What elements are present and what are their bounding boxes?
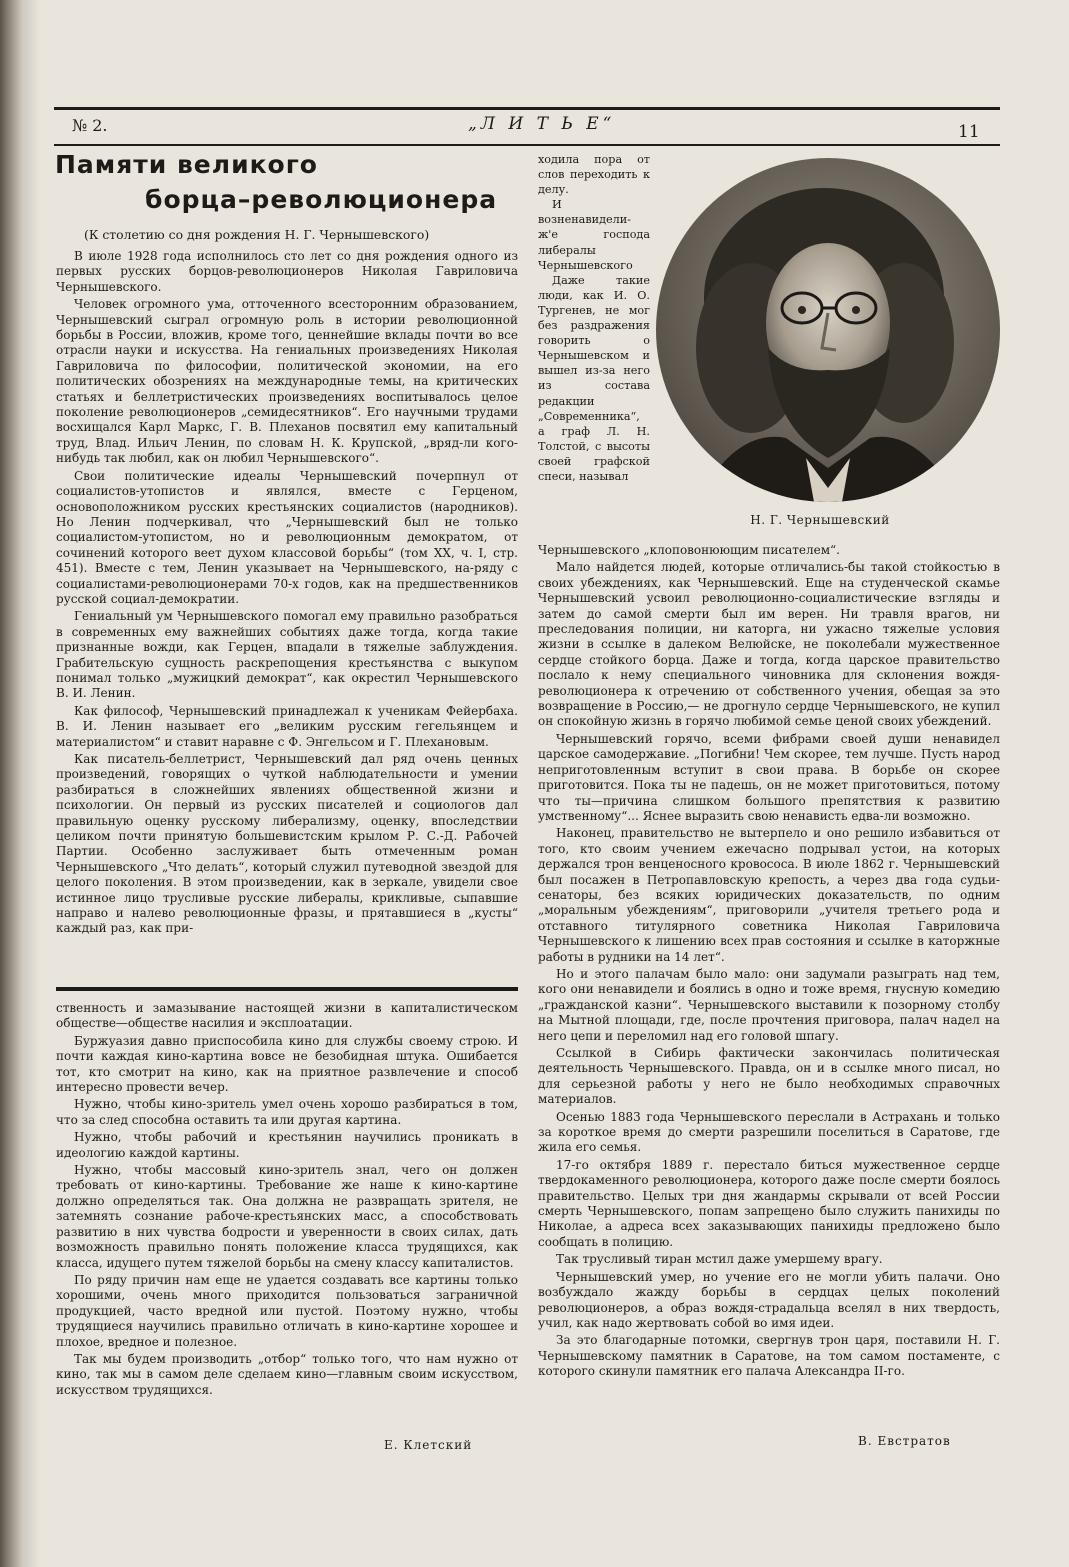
article-subtitle: (К столетию со дня рождения Н. Г. Чернышевского) (84, 227, 430, 242)
narrow-column-text (538, 152, 650, 548)
paragraph: Человек огромного ума, отточенного всесторонним образованием, Чернышевский сыграл огромную роль в истории революционной борьбы в России, вложив, кроме того, ценнейшие вклады почти во все отрасли науки и искусства. На гениальных произведениях Николая Гавриловича по философии, политической экономии, на его политических обозрениях на международные темы, на критических статьях и беллетристических произведениях воспитывалось целое поколение революционеров „семидесятников“. Его научными трудами восхищался Карл Маркс, Г. В. Плеханов посвятил ему капитальный труд, Влад. Ильич Ленин, по словам Н. К. Крупской, „вряд-ли кого-нибудь так любил, как он любил Чернышевского“. (56, 297, 518, 466)
page-gutter-shadow (22, 0, 40, 1567)
header-top-rule (54, 107, 1000, 110)
paragraph: Буржуазия давно приспособила кино для службы своему строю. И почти каждая кино-картина вовсе не безобидная штука. Ошибается тот, кто смотрит на кино, как на приятное развлечение и способ интересно провести вечер. (56, 1033, 518, 1095)
paragraph: Мало найдется людей, которые отличались-бы такой стойкостью в своих убеждениях, как Чернышевский. Еще на студенческой скамье Чернышевский усвоил революционно-социалистические взгляды и затем до самой смерти был им верен. Ни травля врагов, ни преследования полиции, ни каторга, ни ужасно тяжелые условия жизни в ссылке в далеком Велюйске, не поколебали мужественное сердце стойкого борца. Даже и тогда, когда царское правительство послало к нему специального чиновника для склонения вождя-революционера к отречению от собственного учения, обещая за это возвращение в Россию,— не дрогнуло сердце Чернышевского, не купил он спокойную жизнь в горячо любимой семье ценой своих убеждений. (538, 560, 1000, 729)
paragraph: Даже такие люди, как И. О. Тургенев, не мог без раздражения говорить о Чернышевском и вышел из-за него из состава редакции „Современника“, а граф Л. Н. Толстой, с высоты своей графской спеси, называл (538, 273, 650, 483)
book-binding-edge (0, 0, 22, 1567)
portrait-photo (656, 158, 1000, 502)
paragraph: Так трусливый тиран мстил даже умершему врагу. (556, 1252, 883, 1267)
signature-kletsky: Е. Клетский (384, 1438, 473, 1452)
paragraph: За это благодарные потомки, свергнув трон царя, поставили Н. Г. Чернышевскому памятник в Саратове, на том самом постаменте, с которого скинули памятник его палача Александра II-го. (538, 1333, 1000, 1379)
paragraph: По ряду причин нам еще не удается создавать все картины только хорошими, очень много приходится пользоваться заграничной продукцией, часто вредной или пустой. Поэтому нужно, чтобы трудящиеся научились правильно отличать в кино-картине хорошее и плохое, вредное и полезное. (56, 1272, 518, 1349)
paragraph: Нужно, чтобы рабочий и крестьянин научились проникать в идеологию каждой картины. (56, 1130, 518, 1160)
paragraph: Гениальный ум Чернышевского помогал ему правильно разобраться в современных ему важнейших событиях даже тогда, когда такие признанные вожди, как Герцен, впадали в тяжелые заблуждения. Грабительскую сущность раскрепощения крестьянства с выкупом понимал только „мужицкий демократ“, как окрестил Чернышевского В. И. Ленин. (56, 609, 518, 701)
paragraph: Чернышевский умер, но учение его не могли убить палачи. Оно возбуждало жажду борьбы в сердцах целых поколений революционеров, а образ вождя-страдальца вселял в них твердость, учил, как надо жертвовать собой во имя идеи. (538, 1269, 1000, 1330)
portrait-caption: Н. Г. Чернышевский (750, 513, 890, 527)
paragraph: ственность и замазывание настоящей жизни в капиталистическом обществе—обществе насилия и эксплоатации. (56, 1001, 518, 1031)
article1-left-column (56, 249, 518, 971)
paragraph: Чернышевский горячо, всеми фибрами своей души ненавидел царское самодержавие. „Погибни! Чем скорее, тем лучше. Пусть народ неприготовленным вступит в свои права. В борьбе он скорее приготовится. Пока ты не падешь, он не может приготовиться, потому что ты—причина слишком большого препятствия к развитию умственному“... Яснее выразить свою ненависть едва-ли возможно. (538, 731, 1000, 823)
paragraph: Нужно, чтобы массовый кино-зритель знал, чего он должен требовать от кино-картины. Требование же наше к кино-картине должно определяться так. Она должна не развращать зрителя, не затемнять сознание рабоче-крестьянских масс, а способствовать развитию в них чувства бодрости и уверенности в своих силах, дать возможность правильно понять положение класса трудящихся, как класса, идущего путем тяжелой борьбы на смену классу капиталистов. (56, 1163, 518, 1270)
article1-right-column (538, 543, 1000, 1505)
paragraph: Чернышевского „клоповонюющим писателем“. (538, 543, 840, 557)
page-number: 11 (958, 122, 980, 142)
header-bottom-rule (54, 144, 1000, 146)
paragraph: Осенью 1883 года Чернышевского переслали в Астрахань и только за короткое время до смерти разрешили поселиться в Саратове, где жила его семья. (538, 1109, 1000, 1155)
paragraph: Ссылкой в Сибирь фактически закончилась политическая деятельность Чернышевского. Правда, он и в ссылке много писал, но для серьезной работы у него не было необходимых справочных материалов. (538, 1046, 1000, 1107)
paragraph: И возненавидели-ж'е господа либералы Чернышевского (538, 198, 650, 272)
portrait-illustration (656, 158, 1000, 502)
issue-number: № 2. (72, 116, 108, 135)
paragraph: Свои политические идеалы Чернышевский почерпнул от социалистов-утопистов и являлся, вместе с Герценом, основоположником русских крестьянских социалистов (народников). Но Ленин подчеркивал, что „Чернышевский был не только социалистом-утопистом, но и революционным демократом, от сочинений которого веет духом классовой борьбы“ (том XX, ч. I, стр. 451). Вместе с тем, Ленин указывает на Чернышевского, на-ряду с социалистами-революционерами 70-х годов, как на предшественников русской социал-демократии. (56, 468, 518, 606)
paragraph: Так мы будем производить „отбор“ только того, что нам нужно от кино, так мы в самом деле сделаем кино—главным своим искусством, искусством трудящихся. (56, 1351, 518, 1397)
paragraph: ходила пора от слов переходить к делу. (538, 153, 650, 197)
journal-name: „Л И Т Ь Е“ (468, 114, 616, 134)
article-title-line2: борца–революционера (145, 185, 498, 214)
paragraph: Наконец, правительство не вытерпело и оно решило избавиться от того, кто своим учением ежечасно подрывал устои, на которых держался трон венценосного кровососа. В июле 1862 г. Чернышевский был посажен в Петропавловскую крепость, а через два года судьи-сенаторы, без всяких юридических доказательств, по одним „моральным убеждениям“, приговорили „учителя третьего рода и отставного титулярного советника Николая Гавриловича Чернышевского к лишению всех прав состояния и ссылке в каторжные работы в рудники на 14 лет“. (538, 826, 1000, 964)
section-divider (56, 987, 518, 991)
paragraph: 17-го октября 1889 г. перестало биться мужественное сердце твердокаменного революционера, которого даже после смерти боялось правительство. Целых три дня жандармы скрывали от всей России смерть Чернышевского, попам запрещено было служить панихиды по Николае, а адреса всех заказывающих панихиды предложено было сообщать в полицию. (538, 1157, 1000, 1249)
paragraph: Но и этого палачам было мало: они задумали разыграть над тем, кого они ненавидели и боялись в одно и тоже время, гнусную комедию „гражданской казни“. Чернышевского выставили к позорному столбу на Мытной площади, где, после прочтения приговора, палач надел на него цепи и переломил над его головой шпагу. (538, 966, 1000, 1043)
paragraph: Как философ, Чернышевский принадлежал к ученикам Фейербаха. В. И. Ленин называет его „великим русским гегельянцем и материалистом“ и ставит наравне с Ф. Энгельсом и Г. Плехановым. (56, 703, 518, 749)
article-title-line1: Памяти великого (55, 150, 318, 179)
paragraph: Нужно, чтобы кино-зритель умел очень хорошо разбираться в том, что за след способна оставить та или другая картина. (56, 1097, 518, 1127)
paragraph: В июле 1928 года исполнилось сто лет со дня рождения одного из первых русских борцов-революционеров Николая Гавриловича Чернышевского. (56, 249, 518, 294)
article2-column (56, 1001, 518, 1427)
paragraph: Как писатель-беллетрист, Чернышевский дал ряд очень ценных произведений, говорящих о чуткой наблюдательности и умении разбираться в сложнейших явлениях общественной жизни и психологии. Он первый из русских писателей и социологов дал правильную оценку русскому либерализму, оценку, впоследствии целиком почти принятую большевистским крылом Р. С.-Д. Рабочей Партии. Особенно заслуживает быть отмеченным роман Чернышевского „Что делать“, который служил путеводной звездой для целого поколения. В этом произведении, как в зеркале, увидели свое истинное лицо трусливые русские либералы, крикливые, сыпавшие направо и налево революционные фразы, и прятавшиеся в „кусты“ каждый раз, как при- (56, 752, 518, 936)
signature-evstratov: В. Евстратов (858, 1434, 951, 1448)
